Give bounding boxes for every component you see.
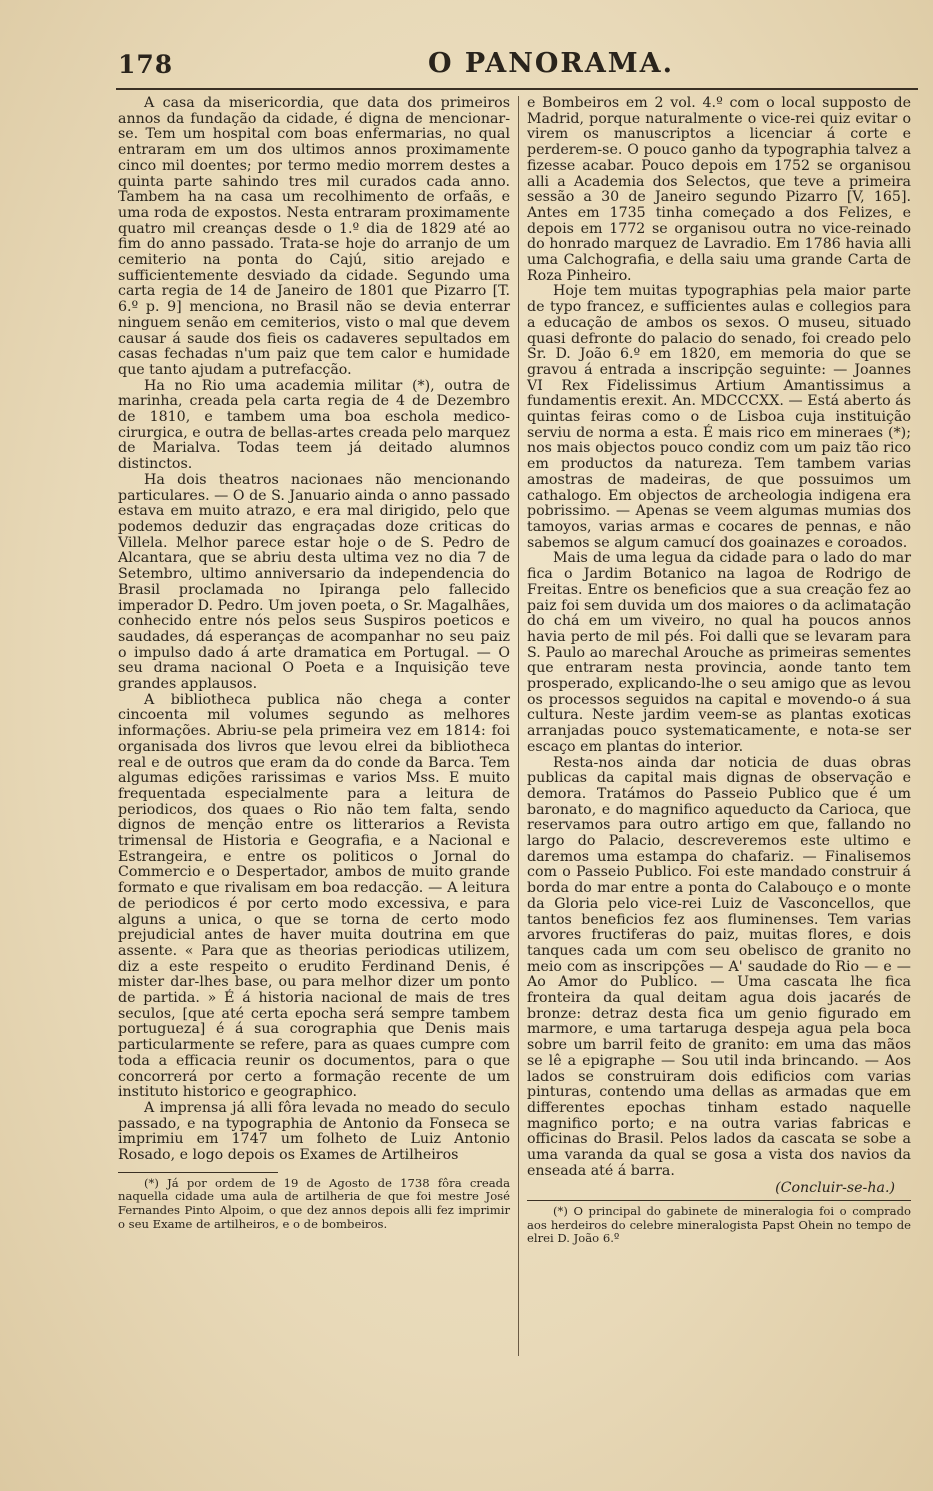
footnote-rule — [527, 1200, 911, 1201]
page-title: O PANORAMA. — [428, 48, 675, 79]
paragraph-museu: Hoje tem muitas typographias pela maior parte de typo francez, e sufficientes aulas e collegios para a educação de ambos os sexos. O museu, situado quasi defronte do palacio do senado, foi creado pelo Sr. D. João 6.º em 1820, em memoria do que se gravou á entrada a inscripção seguinte: — Joannes VI Rex Fidelissimus Artium Amantissimus a fundamentis erexit. An. MDCCCXX. — Está aberto ás quintas feiras como o de Lisboa cuja instituição serviu de norma a esta. É mais rico em mineraes (*); nos mais objectos pouco condiz com um paiz tão rico em productos da natureza. Tem tambem varias amostras de madeiras, de que possuimos um cathalogo. Em objectos de archeologia indigena era pobrissimo. — Apenas se veem algumas mumias dos tamoyos, varias armas e cocares de pennas, e não sabemos se algum camucí dos goainazes e coroados. — [527, 283, 911, 551]
paragraph-academias: Ha no Rio uma academia militar (*), outra de marinha, creada pela carta regia de 4 de Dezembro de 1810, e tambem uma boa eschola medico-cirurgica, e outra de bellas-artes creada pelo marquez de Marialva. Todas teem já deitado alumnos distinctos. — [118, 377, 510, 473]
column-divider — [518, 96, 519, 1356]
paragraph-jardim-botanico: Mais de uma legua da cidade para o lado do mar fica o Jardim Botanico na lagoa de Rodrigo de Freitas. Entre os beneficios que a sua creação fez ao paiz foi sem duvida um dos maiores o da aclimatação do chá em um viveiro, no qual ha poucos annos havia perto de mil pés. Foi dalli que se levaram para S. Paulo ao marechal Arouche as primeiras sementes que entraram nesta provincia, aonde tanto tem prosperado, explicando-lhe o seu amigo que as levou os processos seguidos na capital e movendo-o á sua cultura. Neste jardim veem-se as plantas exoticas arranjadas pouco systematicamente, e nota-se ser escaço em plantas do interior. — [527, 550, 911, 755]
paragraph-bombeiros: e Bombeiros em 2 vol. 4.º com o local supposto de Madrid, porque naturalmente o vice-rei quiz evitar o virem os manuscriptos a licenciar á corte e perderem-se. O pouco ganho da typographia talvez a fizesse acabar. Pouco depois em 1752 se organisou alli a Academia dos Selectos, que teve a primeira sessão a 30 de Janeiro segundo Pizarro [V, 165]. Antes em 1735 tinha começado a dos Felizes, e depois em 1772 se organisou outra no vice-reinado do honrado marquez de Lavradio. Em 1786 havia alli uma Calchografia, e della saiu uma grande Carta de Roza Pinheiro. — [527, 95, 911, 284]
right-column — [527, 96, 911, 1246]
footnote: (*) O principal do gabinete de mineralogia foi o comprado aos herdeiros do celebre mineralogista Papst Ohein no tempo de elrei D. João 6.º — [527, 1204, 911, 1246]
paragraph-bibliotheca: A bibliotheca publica não chega a conter cincoenta mil volumes segundo as melhores informações. Abriu-se pela primeira vez em 1814: foi organisada dos livros que levou elrei da bibliotheca real e de outros que eram da do conde da Barca. Tem algumas edições rarissimas e varios Mss. E muito frequentada especialmente para a leitura de periodicos, dos quaes o Rio não tem falta, sendo dignos de menção entre os litterarios a Revista trimensal de Historia e Geografia, e a Nacional e Estrangeira, e entre os politicos o Jornal do Commercio e o Despertador, ambos de muito grande formato e que rivalisam em boa redacção. — A leitura de periodicos é por certo modo excessiva, e para alguns a unica, o que se torna de certo modo prejudicial antes de haver muita doutrina em que assente. « Para que as theorias periodicas utilizem, diz a este respeito o erudito Ferdinand Denis, é mister dar-lhes base, ou para melhor dizer um ponto de partida. » É á historia nacional de mais de tres seculos, [que até certa epocha será sempre tambem portugueza] é á sua corographia que Denis mais particularmente se refere, para as quaes cumpre com toda a efficacia reunir os documentos, para o que concorrerá por certo a formação recente de um instituto historico e geographico. — [118, 691, 510, 1101]
paragraph-theatros: Ha dois theatros nacionaes não mencionando particulares. — O de S. Januario ainda o anno passado estava em muito atrazo, e era mal dirigido, pelo que podemos deduzir das engraçadas doze criticas do Villela. Melhor parece estar hoje o de S. Pedro de Alcantara, que se abriu desta ultima vez no dia 7 de Setembro, ultimo anniversario da independencia do Brasil proclamada no Ipiranga pelo fallecido imperador D. Pedro. Um joven poeta, o Sr. Magalhães, conhecido entre nós pelos seus Suspiros poeticos e saudades, dá esperanças de acompanhar no seu paiz o impulso dado á arte dramatica em Portugal. — O seu drama nacional O Poeta e a Inquisição teve grandes applausos. — [118, 471, 510, 693]
paragraph-imprensa: A imprensa já alli fôra levada no meado do seculo passado, e na typographia de Antonio da Fonseca se imprimiu em 1747 um folheto de Luiz Antonio Rosado, e logo depois os Exames de Artilheiros — [118, 1100, 510, 1164]
left-column — [118, 96, 510, 1231]
footnote: (*) Já por ordem de 19 de Agosto de 1738 fôra creada naquella cidade uma aula de artilheria de que foi mestre José Fernandes Pinto Alpoim, o que dez annos depois alli fez imprimir o seu Exame de artilheiros, e o de bombeiros. — [118, 1175, 510, 1231]
page-number: 178 — [118, 50, 174, 79]
header-rule — [116, 88, 918, 90]
paragraph-passeio-publico: Resta-nos ainda dar noticia de duas obras publicas da capital mais dignas de observação e demora. Tratámos do Passeio Publico que é um baronato, e do magnifico aqueducto da Carioca, que reservamos para outro artigo em que, fallando no largo do Palacio, descreveremos este ultimo e daremos uma estampa do chafariz. — Finalisemos com o Passeio Publico. Foi este mandado construir á borda do mar entre a ponta do Calabouço e o monte da Gloria pelo vice-rei Luiz de Vasconcellos, que tantos beneficios fez aos fluminenses. Tem varias arvores fructiferas do paiz, muitas flores, e dois tanques cada um com seu obelisco de granito no meio com as inscripções — A' saudade do Rio — e — Ao Amor do Publico. — Uma cascata lhe fica fronteira da qual deitam agua dois jacarés de bronze: detraz desta fica um genio figurado em marmore, e uma tartaruga despeja agua pela boca sobre um barril feito de granito: em uma das mãos se lê a epigraphe — Sou util inda brincando. — Aos lados se construiram dois edificios com varias pinturas, contendo uma dellas as armadas que em differentes epochas tinham estado naquelle magnifico porto; e na outra varias fabricas e officinas do Brasil. Pelos lados da cascata se sobe a uma varanda da qual se gosa a vista dos navios da enseada até á barra. — [527, 754, 911, 1179]
footnote-rule — [118, 1172, 278, 1173]
paragraph-misericordia: A casa da misericordia, que data dos primeiros annos da fundação da cidade, é digna de mencionar-se. Tem um hospital com boas enfermarias, no qual entraram em um dos ultimos annos proximamente cinco mil doentes; por termo medio morrem destes a quinta parte sahindo tres mil curados cada anno. Tambem ha na casa um recolhimento de orfaãs, e uma roda de expostos. Nesta entraram proximamente quatro mil creanças desde o 1.º dia de 1829 até ao fim do anno passado. Trata-se hoje do arranjo de um cemiterio na ponta do Cajú, sitio arejado e sufficientemente desviado da cidade. Segundo uma carta regia de 14 de Janeiro de 1801 que Pizarro [T. 6.º p. 9] menciona, no Brasil não se devia enterrar ninguem senão em cemiterios, visto o mal que devem causar á saude dos fieis os cadaveres sepultados em casas fechadas n'um paiz que tem calor e humidade que tanto ajudam a putrefacção. — [118, 95, 510, 378]
conclusion-note: (Concluir-se-ha.) — [775, 1179, 895, 1196]
